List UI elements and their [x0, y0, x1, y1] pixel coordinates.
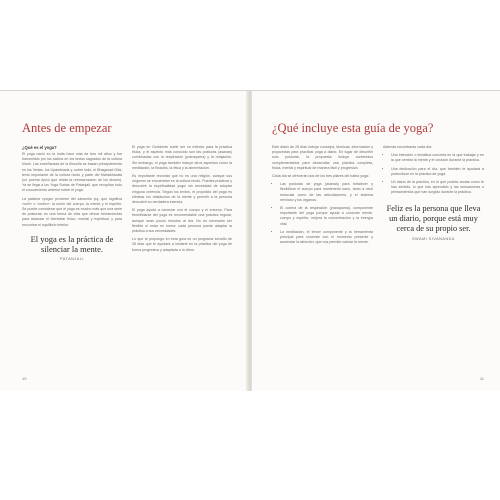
left-page: [0, 91, 248, 391]
paragraph: Lo que te propongo en esta guía es un programa sencillo de 28 días que te ayudará a iniciarte en la práctica del yoga de forma progresiva y adaptada a tu ritmo.: [132, 237, 232, 252]
right-page-columns: [272, 145, 484, 248]
list-item: • Una intención o temática concreta en la que trabajar y en la que centrar la mente y el corazón durante la práctica.: [391, 153, 484, 163]
paragraph: El yoga en Occidente suele ser un método para la práctica física, y el aspecto más conocido son las posturas (asanas) combinadas con la respiración (pranayama) y la relajación. Sin embargo, el yoga también incluye otros aspectos como la meditación, la filosofía, la ética y la alimentación.: [132, 145, 232, 170]
paragraph: Es importante recordar que no es una religión, aunque sus orígenes se encuentran en la cultura hindú. Puedes practicar y descubrir la espiritualidad yogui sin necesidad de adoptar ninguna creencia. Según los textos, el propósito del yoga es eliminar los obstáculos de la mente y permitir a la persona descubrir su verdadera esencia.: [132, 174, 232, 205]
left-page-title: Antes de empezar: [22, 121, 112, 135]
list-item: • Las posturas de yoga (asanas) para fortalecer y flexibilizar el cuerpo para mantenerlo sano, tanto a nivel muscular como de las articulaciones, y el sistema nervioso y los órganos.: [280, 182, 373, 203]
paragraph: Este diario de 28 días incluye consejos, técnicas, información y propuestas para practicar yoga a diario. En lugar de describir solo posturas, la propuesta incluye contenidos complementarios para desarrollar una práctica completa, física, mental y espiritual de manera fácil y progresiva.: [272, 145, 373, 170]
list-item: • Un diario de la práctica, en el que podrás anotar cómo te has sentido, lo que has aprendido y las sensaciones o pensamientos que han surgido durante la práctica.: [391, 180, 484, 196]
paragraph: La palabra «yoga» proviene del sánscrito yuj, que significa «unir» o «unión»: la unión del cuerpo, la mente y el espíritu. Se puede considerar que el yoga es mucho más que una serie de posturas; es una forma de vida que ofrece herramientas para alcanzar el bienestar físico, mental y espiritual, y para encontrar el equilibrio interior.: [22, 196, 122, 227]
list-item: • La meditación, el tercer componente y la herramienta principal para conectar con el momento presente y aumentar la atención, que nos permite calmar la mente.: [280, 230, 373, 246]
paragraph: El yoga nació en la India hace más de tres mil años y fue transmitido por los sabios en los textos sagrados de la cultura hindú. Las enseñanzas de la filosofía se basan principalmente en los Vedas, los Upanishads y, sobre todo, el Bhagavad Gita, texto importante de la cultura hindú y parte del Mahabharata (un poema épico que relata la reencarnación de los dioses). Ya se llega a los Yoga Sutras de Patanjali, que recopilan todo el conocimiento anterior sobre el yoga.: [22, 152, 122, 193]
daily-items-list: [383, 153, 484, 195]
quote-source: SWAMI SIVANANDA: [412, 236, 455, 241]
list-item: • El control de la respiración (pranayama), componente importante del yoga porque ayuda a conectar mente, cuerpo y espíritu; mejora la concentración y la energía vital.: [280, 206, 373, 227]
left-column-2: [132, 145, 232, 261]
right-page: [252, 91, 500, 391]
right-column-2: [383, 145, 484, 248]
page-number: 10: [22, 376, 27, 381]
subheading: ¿Qué es el yoga?: [22, 145, 57, 150]
list-item: • Una dedicación para el día, que también te ayudará a profundizar en la práctica de yoga.: [391, 167, 484, 177]
pull-quote: El yoga es la práctica de silenciar la mente.: [30, 233, 114, 254]
paragraph: Además encontrarás cada día:: [383, 145, 432, 149]
left-page-columns: [22, 145, 232, 261]
page-number: 11: [479, 376, 484, 381]
paragraph: El yoga ayuda a conectar con el cuerpo y el entorno. Para beneficiarse del yoga es recomendable una práctica regular, aunque sean pocos minutos al día. No es necesario ser flexible ni estar en forma: cada persona puede adaptar la práctica a sus necesidades.: [132, 208, 232, 234]
book-spread: [0, 90, 500, 390]
right-column-1: [272, 145, 373, 248]
quote-source: PATANJALI: [60, 256, 84, 261]
left-column-1: [22, 145, 122, 261]
pull-quote: Feliz es la persona que lleva un diario, porque está muy cerca de su propio ser.: [386, 203, 481, 233]
pillars-list: [272, 182, 373, 245]
right-page-title: ¿Qué incluye esta guía de yoga?: [272, 121, 434, 135]
paragraph: Cada día se ofrecerán dos de los tres pilares del hatha yoga:: [272, 174, 370, 179]
